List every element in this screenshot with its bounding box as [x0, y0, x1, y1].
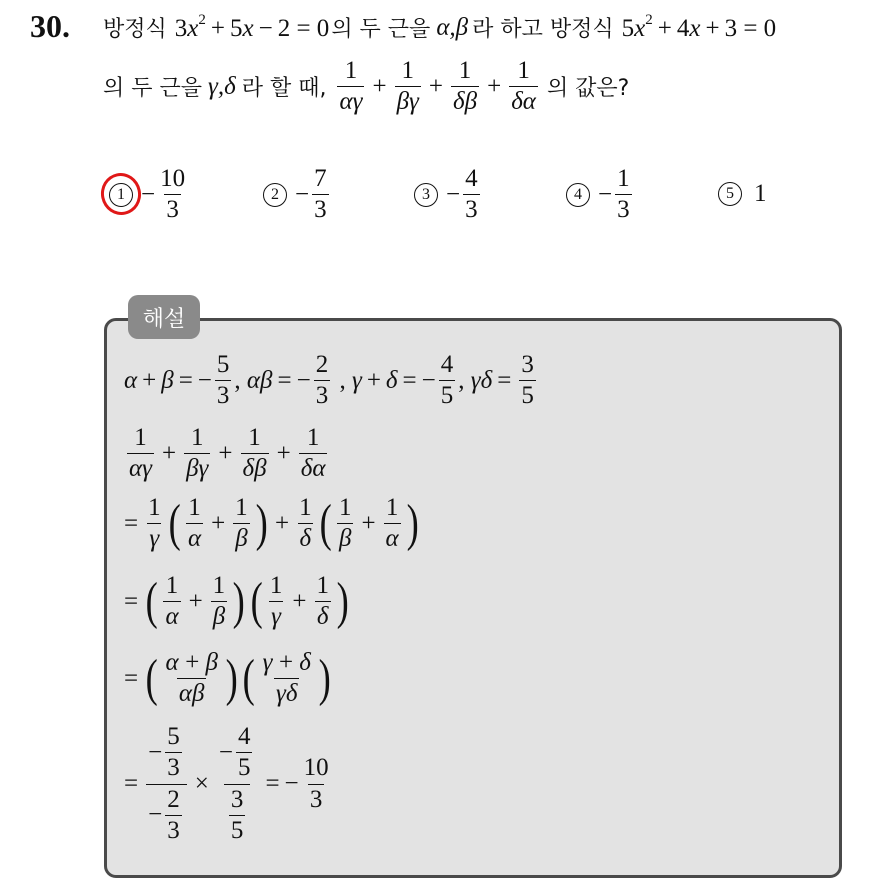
- solution-line-4: = ( $\frac{1}{\alpha}$ + $\frac{1}{\beta}$ ) ( $\frac{1}{\gamma}$ + $\frac{1}{\delta}$ ): [124, 572, 349, 631]
- choice-1-marker: 1: [109, 183, 133, 207]
- roots-gamma-delta: γ,δ: [208, 72, 236, 100]
- question-number: 30.: [30, 8, 70, 44]
- solution-line-1: α + β = − $\frac{5}{3}$ , αβ = − $\frac{2}{3}$ , γ + δ = − $\frac{4}{5}$ , γδ = $\frac{3}{5}$: [124, 351, 534, 410]
- question-text-4: 의 두 근을: [103, 76, 202, 102]
- question-text-6: 의 값은?: [546, 76, 630, 102]
- solution-line-5: = ( $\frac{\alpha + \beta}{\alpha\beta}$ ) ( $\frac{\gamma + \delta}{\gamma\delta}$ ): [124, 649, 331, 708]
- question-text-5: 라 할 때,: [241, 76, 327, 102]
- choice-4-marker: 4: [566, 183, 590, 207]
- solution-label: 해설: [128, 295, 200, 339]
- choice-3-marker: 3: [414, 183, 438, 207]
- choice-2-marker: 2: [263, 183, 287, 207]
- question-text-2: 의 두 근을: [331, 17, 431, 42]
- question-expression: $\frac{1}{\alpha\gamma}$ + $\frac{1}{\beta\gamma}$ + $\frac{1}{\delta\beta}$ + $\frac{1}{\delta\alpha}$: [339, 57, 536, 116]
- solution-line-6: = − $\frac{5}{3}$ − $\frac{2}{3}$ × − $\frac{4}{5}$ $\frac{3}{5}$ = − $\frac{10}{3}$: [124, 723, 329, 844]
- roots-alpha-beta: α,β: [436, 13, 469, 41]
- choice-4[interactable]: 4 − $\frac{1}{3}$: [566, 166, 635, 224]
- choice-3[interactable]: 3 − $\frac{4}{3}$: [414, 166, 483, 224]
- choice-1[interactable]: 1 − $\frac{10}{3}$: [109, 166, 190, 224]
- choice-5[interactable]: 5 1: [718, 180, 767, 208]
- equation-2: $5x^2 + 4x + 3 = 0$: [621, 12, 777, 42]
- question-text-1: 방정식: [103, 17, 167, 42]
- question-line-1: [103, 12, 776, 43]
- solution-line-2: $\frac{1}{\alpha\gamma}$ + $\frac{1}{\beta\gamma}$ + $\frac{1}{\delta\beta}$ + $\frac{1}{\delta\alpha}$: [129, 424, 326, 483]
- choice-2[interactable]: 2 − $\frac{7}{3}$: [263, 166, 332, 224]
- equation-1: $3x^2 + 5x - 2 = 0$: [174, 12, 330, 42]
- question-line-2: [103, 58, 629, 116]
- solution-line-3: = $\frac{1}{\gamma}$ ( $\frac{1}{\alpha}$ + $\frac{1}{\beta}$ ) + $\frac{1}{\delta}$ ( $\frac{1}{\beta}$ + $\frac{1}{\alpha}$ ): [124, 494, 419, 553]
- choice-5-marker: 5: [718, 182, 742, 206]
- question-text-3: 라 하고 방정식: [472, 17, 614, 42]
